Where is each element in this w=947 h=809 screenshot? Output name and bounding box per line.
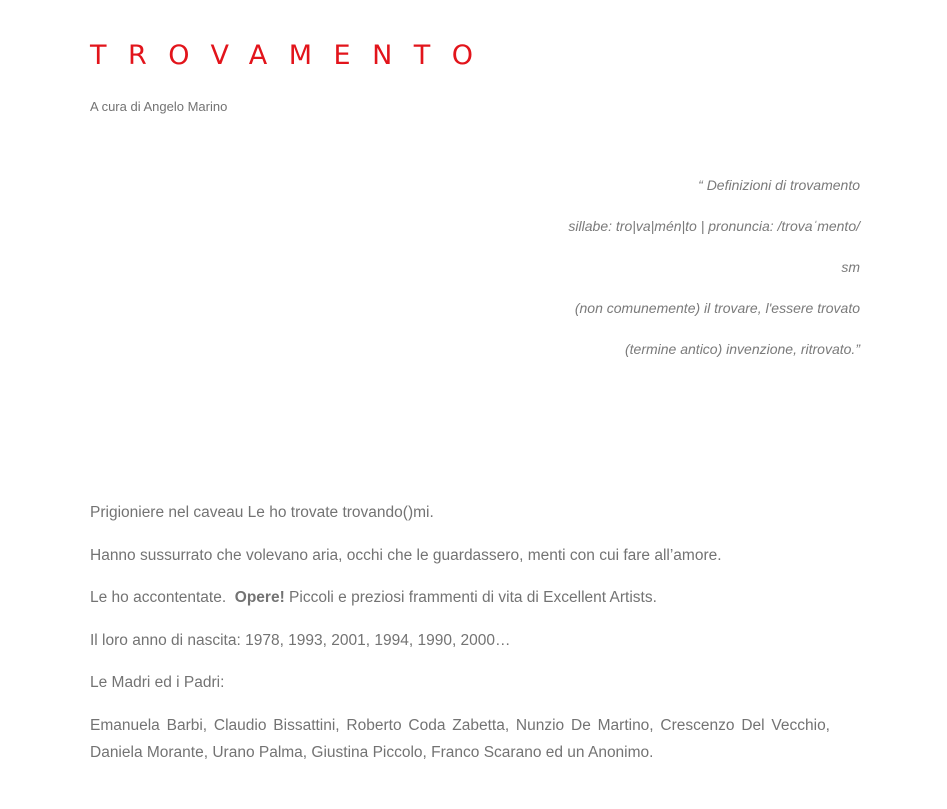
paragraph-whispered: Hanno sussurrato che volevano aria, occhi che le guardassero, menti con cui fare all’amore. [90,546,722,564]
paragraph-satisfied [90,587,830,608]
paragraph-birth-years: Il loro anno di nascita: 1978, 1993, 2001, 1994, 1990, 2000… [90,631,511,649]
paragraph-artists-list: Emanuela Barbi, Claudio Bissattini, Roberto Coda Zabetta, Nunzio De Martino, Crescenzo Del Vecchio, Daniela Morante, Urano Palma, Giustina Piccolo, Franco Scarano ed un Anonimo. [90,716,830,761]
paragraph-prisoners: Prigioniere nel caveau Le ho trovate trovando()mi. [90,504,434,521]
definition-line-heading: “ Definizioni di trovamento [698,177,860,193]
definition-line-grammar: sm [841,259,860,275]
definition-quote [300,176,860,381]
paragraph-mothers-fathers: Le Madri ed i Padri: [90,674,225,691]
paragraph-satisfied-lead: Le ho accontentate. [90,589,235,606]
curator-credit: A cura di Angelo Marino [90,99,228,114]
definition-line-syllables: sillabe: tro|va|mén|to | pronuncia: /trovaˈmento/ [568,218,860,234]
document-title: TROVAMENTO [90,40,495,71]
works-emphasis: Opere! [234,589,285,606]
paragraph-satisfied-tail: Piccoli e preziosi frammenti di vita di Excellent Artists. [284,589,657,606]
definition-line-meaning-2: (termine antico) invenzione, ritrovato.” [625,341,860,357]
body-text [90,502,830,787]
definition-line-meaning-1: (non comunemente) il trovare, l'essere trovato [574,300,860,316]
